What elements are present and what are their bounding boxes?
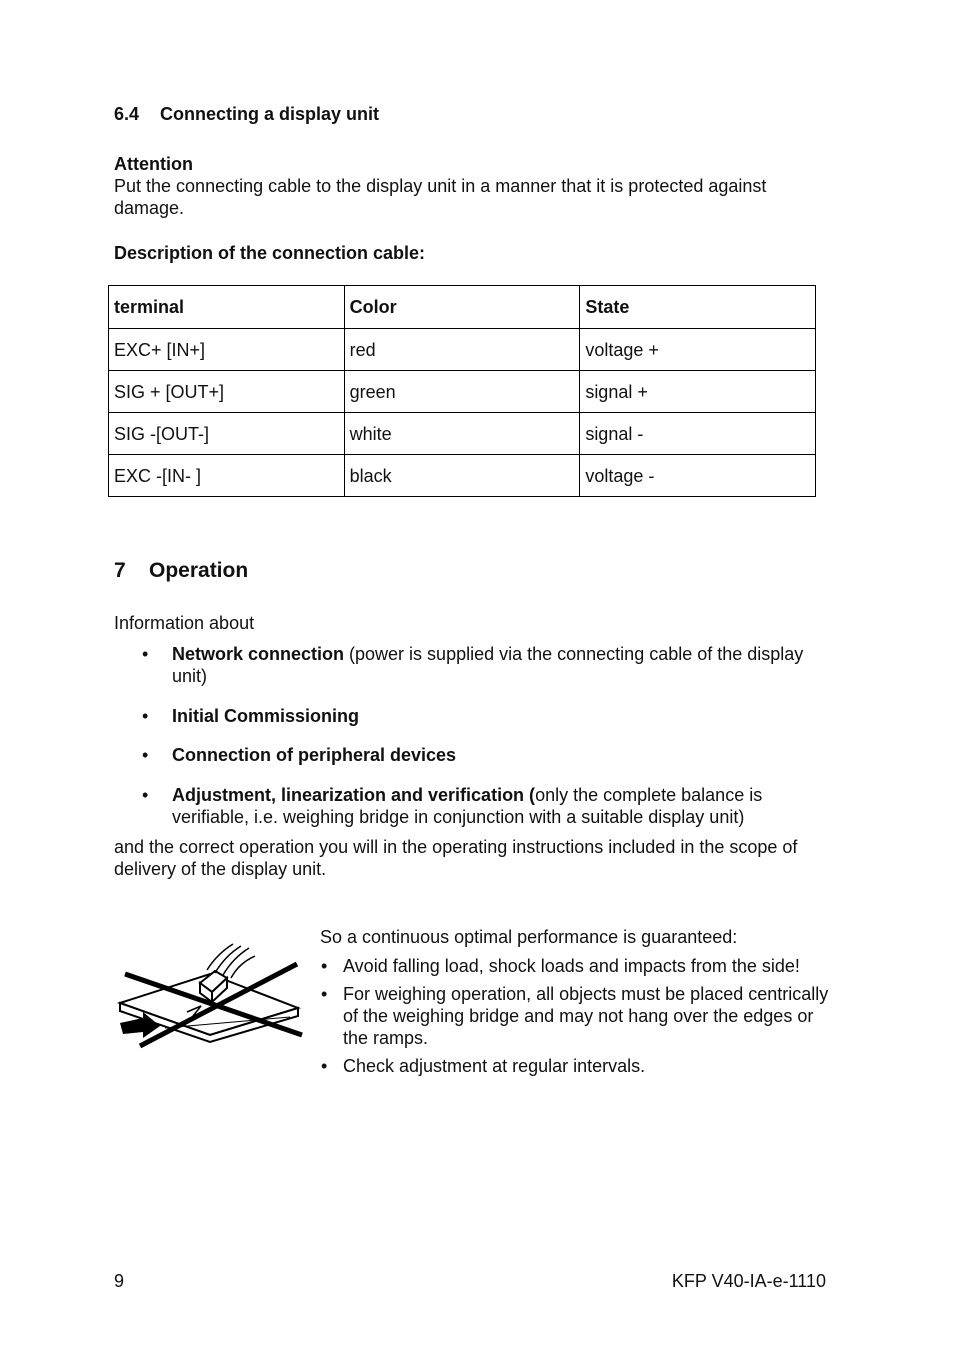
header-state: State bbox=[580, 286, 816, 329]
cell-color: green bbox=[344, 371, 580, 413]
section-heading-7 bbox=[114, 560, 248, 582]
cell-color: red bbox=[344, 329, 580, 371]
cell-state: voltage - bbox=[580, 455, 816, 497]
cell-color: white bbox=[344, 413, 580, 455]
list-item-text: Avoid falling load, shock loads and impacts from the side! bbox=[343, 956, 800, 976]
header-terminal: terminal bbox=[109, 286, 345, 329]
bullet-icon: • bbox=[142, 745, 149, 765]
no-impact-warning-illustration bbox=[115, 938, 305, 1053]
section-title: Operation bbox=[149, 559, 249, 582]
bullet-bold-text: Adjustment, linearization and verification ( bbox=[172, 785, 536, 805]
attention-text: Put the connecting cable to the display unit in a manner that it is protected against damage. bbox=[114, 176, 767, 218]
bullet-bold-text: Network connection bbox=[172, 644, 345, 664]
cell-state: voltage + bbox=[580, 329, 816, 371]
bullet-item bbox=[114, 643, 804, 687]
document-code: KFP V40-IA-e-1110 bbox=[671, 1271, 826, 1291]
section-title: Connecting a display unit bbox=[160, 104, 380, 124]
section-number: 6.4 bbox=[114, 104, 140, 124]
cell-terminal: SIG -[OUT-] bbox=[109, 413, 345, 455]
operation-intro: Information about bbox=[114, 613, 255, 633]
bullet-icon: • bbox=[321, 984, 328, 1004]
operation-outro: and the correct operation you will in the operating instructions included in the scope of delivery of the display unit. bbox=[114, 837, 798, 879]
bullet-bold-text: Initial Commissioning bbox=[172, 706, 360, 726]
list-item bbox=[320, 1055, 840, 1077]
header-color: Color bbox=[344, 286, 580, 329]
table-row bbox=[109, 413, 816, 455]
cell-terminal: EXC+ [IN+] bbox=[109, 329, 345, 371]
list-item-text: Check adjustment at regular intervals. bbox=[343, 1056, 646, 1076]
performance-intro: So a continuous optimal performance is guaranteed: bbox=[320, 927, 738, 947]
bullet-bold-text: Connection of peripheral devices bbox=[172, 745, 457, 765]
bullet-icon: • bbox=[142, 644, 149, 664]
table-row bbox=[109, 455, 816, 497]
section-number: 7 bbox=[114, 559, 126, 582]
cell-terminal: SIG + [OUT+] bbox=[109, 371, 345, 413]
bullet-text: (power is supplied via the connecting cable of the display unit) bbox=[172, 644, 804, 686]
table-row bbox=[109, 371, 816, 413]
list-item bbox=[320, 955, 840, 977]
bullet-text: only the complete balance is verifiable, i.e. weighing bridge in conjunction with a suitable display unit) bbox=[172, 785, 763, 827]
table-header-row bbox=[109, 286, 816, 329]
table-row bbox=[109, 329, 816, 371]
bullet-item bbox=[114, 744, 804, 766]
bullet-icon: • bbox=[142, 785, 149, 805]
connection-cable-table bbox=[108, 285, 816, 497]
list-item bbox=[320, 983, 840, 1049]
cable-description-heading: Description of the connection cable: bbox=[114, 243, 426, 263]
list-item-text: For weighing operation, all objects must be placed centrically of the weighing bridge and may not hang over the edges or the ramps. bbox=[343, 984, 829, 1048]
bullet-item bbox=[114, 784, 814, 828]
cell-state: signal + bbox=[580, 371, 816, 413]
page-number: 9 bbox=[114, 1271, 125, 1291]
cell-color: black bbox=[344, 455, 580, 497]
cell-terminal: EXC -[IN- ] bbox=[109, 455, 345, 497]
section-heading-6-4 bbox=[114, 103, 379, 125]
bullet-icon: • bbox=[321, 1056, 328, 1076]
performance-list bbox=[320, 955, 840, 1083]
bullet-item bbox=[114, 705, 804, 727]
cell-state: signal - bbox=[580, 413, 816, 455]
bullet-icon: • bbox=[142, 706, 149, 726]
attention-heading: Attention bbox=[114, 154, 193, 174]
bullet-icon: • bbox=[321, 956, 328, 976]
